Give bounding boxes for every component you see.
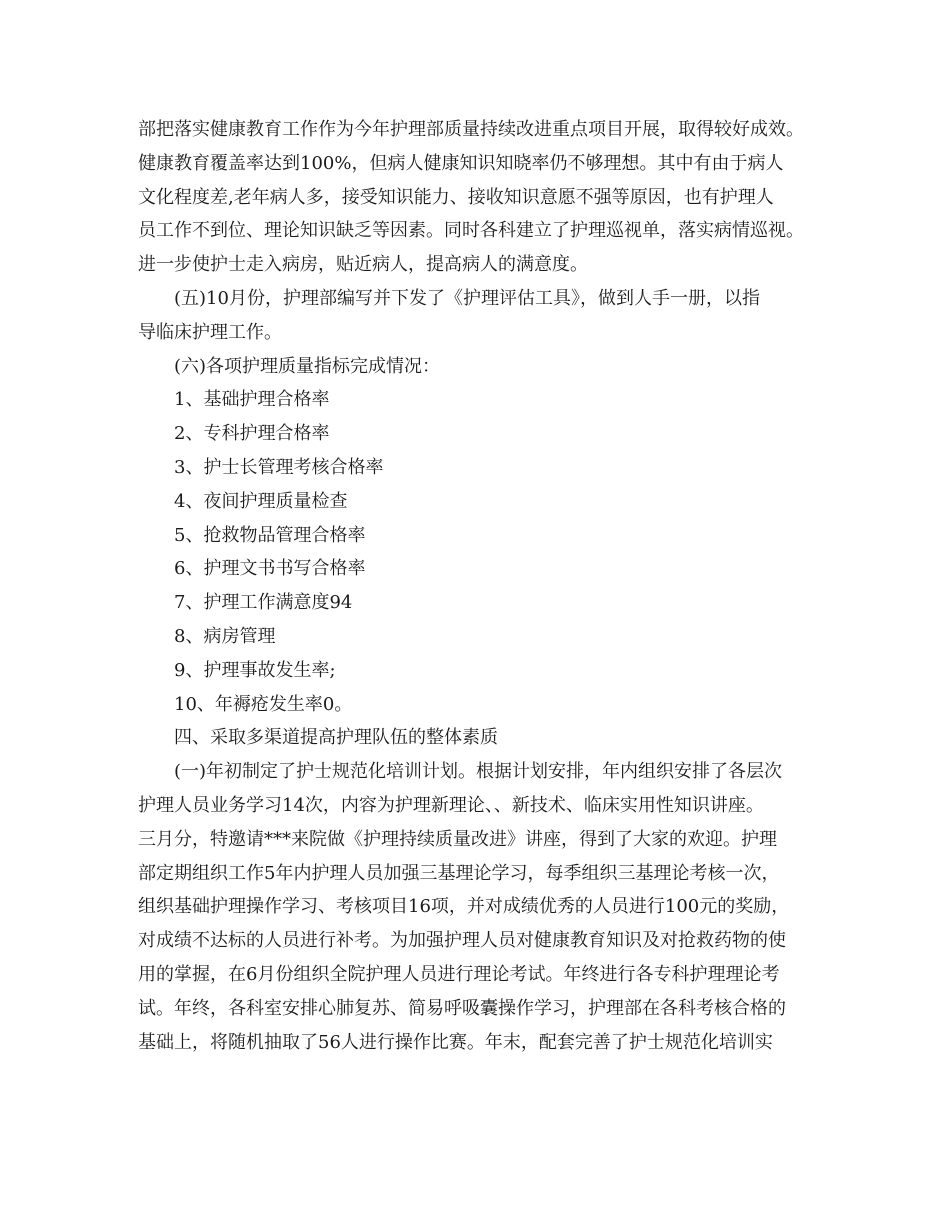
text-line: 导临床护理工作。 — [138, 321, 282, 343]
text-line: 9、护理事故发生率; — [174, 659, 336, 681]
text-line: 10、年褥疮发生率0。 — [174, 693, 353, 715]
text-line: 用的掌握，在6月份组织全院护理人员进行理论考试。年终进行各专科护理理论考 — [138, 963, 780, 985]
text-line: 6、护理文书书写合格率 — [174, 558, 366, 580]
text-line: 7、护理工作满意度94 — [174, 592, 353, 614]
text-line: 4、夜间护理质量检查 — [174, 490, 348, 512]
text-line: 试。年终，各科室安排心肺复苏、简易呼吸囊操作学习，护理部在各科考核合格的 — [138, 997, 786, 1019]
text-line: 5、抢救物品管理合格率 — [174, 524, 366, 546]
text-line: 部定期组织工作5年内护理人员加强三基理论学习，每季组织三基理论考核一次， — [138, 862, 780, 884]
text-line: 员工作不到位、理论知识缺乏等因素。同时各科建立了护理巡视单，落实病情巡视。 — [138, 220, 804, 242]
text-line: 8、病房管理 — [174, 625, 276, 647]
text-line: 1、基础护理合格率 — [174, 389, 330, 411]
text-line: 文化程度差,老年病人多，接受知识能力、接收知识意愿不强等原因，也有护理人 — [138, 186, 774, 208]
document-body — [138, 113, 828, 1059]
text-line: (五)10月份，护理部编写并下发了《护理评估工具》，做到人手一册，以指 — [174, 287, 760, 309]
text-line: 基础上，将随机抽取了56人进行操作比赛。年末，配套完善了护士规范化培训实 — [138, 1031, 773, 1053]
text-line: 2、专科护理合格率 — [174, 423, 330, 445]
text-line: 组织基础护理操作学习、考核项目16项，并对成绩优秀的人员进行100元的奖励， — [138, 896, 790, 918]
text-line: 护理人员业务学习14次，内容为护理新理论、、新技术、临床实用性知识讲座。 — [138, 794, 764, 816]
text-line: 进一步使护士走入病房，贴近病人，提高病人的满意度。 — [138, 254, 588, 276]
text-line: 健康教育覆盖率达到100%，但病人健康知识知晓率仍不够理想。其中有由于病人 — [138, 152, 784, 174]
text-line: 三月分，特邀请***来院做《护理持续质量改进》讲座，得到了大家的欢迎。护理 — [138, 828, 777, 850]
text-line: 3、护士长管理考核合格率 — [174, 456, 384, 478]
text-line: 四、采取多渠道提高护理队伍的整体素质 — [174, 727, 498, 749]
text-line: 部把落实健康教育工作作为今年护理部质量持续改进重点项目开展，取得较好成效。 — [138, 119, 804, 140]
text-line: 对成绩不达标的人员进行补考。为加强护理人员对健康教育知识及对抢救药物的使 — [138, 930, 786, 952]
text-line: (一)年初制定了护士规范化培训计划。根据计划安排，年内组织安排了各层次 — [174, 761, 783, 783]
text-line: (六)各项护理质量指标完成情况： — [174, 355, 441, 377]
